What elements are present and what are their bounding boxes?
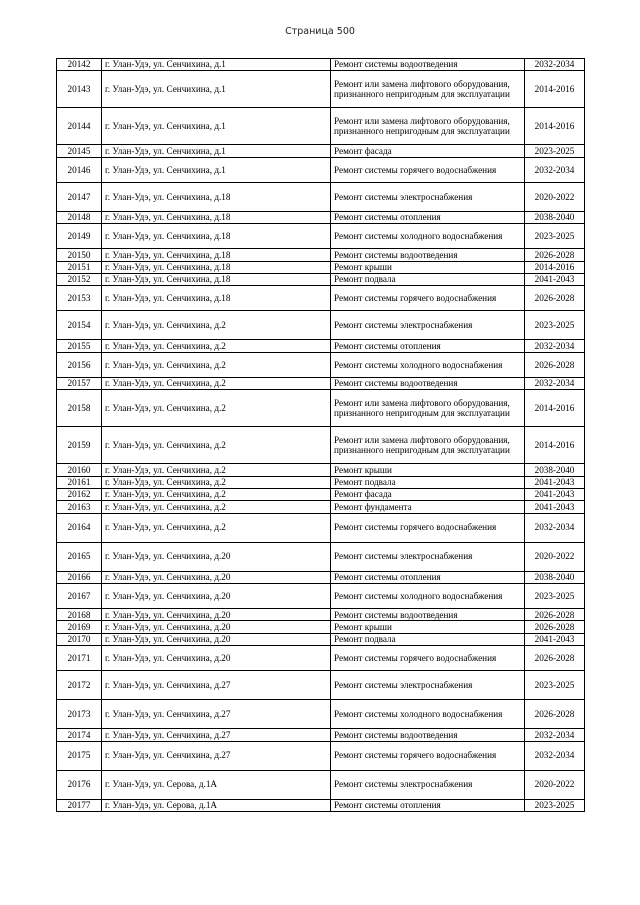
row-address: г. Улан-Удэ, ул. Сенчихина, д.2: [102, 501, 331, 513]
row-number: 20150: [57, 249, 102, 261]
row-number: 20146: [57, 157, 102, 182]
row-work-type: Ремонт крыши: [331, 261, 525, 273]
row-address: г. Улан-Удэ, ул. Сенчихина, д.2: [102, 464, 331, 476]
row-work-type: Ремонт системы горячего водоснабжения: [331, 286, 525, 311]
row-number: 20168: [57, 609, 102, 621]
row-work-type: Ремонт или замена лифтового оборудования, признанного непригодным для эксплуатации: [331, 427, 525, 464]
row-number: 20159: [57, 427, 102, 464]
row-address: г. Улан-Удэ, ул. Сенчихина, д.20: [102, 571, 331, 583]
table-row: [57, 770, 585, 799]
row-period: 2026-2028: [525, 609, 585, 621]
row-work-type: Ремонт системы холодного водоснабжения: [331, 700, 525, 729]
row-number: 20155: [57, 340, 102, 352]
row-address: г. Улан-Удэ, ул. Сенчихина, д.20: [102, 584, 331, 609]
table-row: [57, 273, 585, 285]
row-period: 2032-2034: [525, 729, 585, 741]
table-row: [57, 700, 585, 729]
row-address: г. Улан-Удэ, ул. Сенчихина, д.2: [102, 427, 331, 464]
row-work-type: Ремонт или замена лифтового оборудования, признанного непригодным для эксплуатации: [331, 71, 525, 108]
table-row: [57, 71, 585, 108]
table-row: [57, 182, 585, 211]
row-work-type: Ремонт фасада: [331, 145, 525, 157]
row-address: г. Улан-Удэ, ул. Сенчихина, д.1: [102, 71, 331, 108]
table-row: [57, 390, 585, 427]
row-address: г. Улан-Удэ, ул. Сенчихина, д.18: [102, 249, 331, 261]
row-address: г. Улан-Удэ, ул. Сенчихина, д.20: [102, 646, 331, 671]
table-row: [57, 741, 585, 770]
row-number: 20151: [57, 261, 102, 273]
row-address: г. Улан-Удэ, ул. Сенчихина, д.18: [102, 286, 331, 311]
row-period: 2032-2034: [525, 157, 585, 182]
row-work-type: Ремонт системы горячего водоснабжения: [331, 646, 525, 671]
table-row: [57, 59, 585, 71]
table-row: [57, 799, 585, 811]
row-address: г. Улан-Удэ, ул. Серова, д.1А: [102, 770, 331, 799]
page-number-label: Страница 500: [285, 26, 355, 37]
row-number: 20154: [57, 311, 102, 340]
row-address: г. Улан-Удэ, ул. Сенчихина, д.2: [102, 377, 331, 389]
row-address: г. Улан-Удэ, ул. Сенчихина, д.1: [102, 59, 331, 71]
table-row: [57, 542, 585, 571]
row-period: 2041-2043: [525, 501, 585, 513]
row-work-type: Ремонт фундамента: [331, 501, 525, 513]
row-work-type: Ремонт системы горячего водоснабжения: [331, 513, 525, 542]
row-number: 20174: [57, 729, 102, 741]
row-work-type: Ремонт системы отопления: [331, 211, 525, 223]
row-address: г. Улан-Удэ, ул. Сенчихина, д.20: [102, 633, 331, 645]
row-work-type: Ремонт системы электроснабжения: [331, 542, 525, 571]
row-address: г. Улан-Удэ, ул. Сенчихина, д.2: [102, 352, 331, 377]
row-period: 2014-2016: [525, 427, 585, 464]
table-row: [57, 286, 585, 311]
row-work-type: Ремонт системы электроснабжения: [331, 182, 525, 211]
table-row: [57, 671, 585, 700]
table-row: [57, 145, 585, 157]
row-period: 2023-2025: [525, 799, 585, 811]
table-row: [57, 501, 585, 513]
row-period: 2032-2034: [525, 741, 585, 770]
table-body: [57, 59, 585, 812]
row-number: 20169: [57, 621, 102, 633]
table-row: [57, 261, 585, 273]
row-work-type: Ремонт подвала: [331, 273, 525, 285]
row-number: 20156: [57, 352, 102, 377]
row-work-type: Ремонт системы отопления: [331, 340, 525, 352]
row-number: 20144: [57, 108, 102, 145]
table-row: [57, 584, 585, 609]
row-period: 2038-2040: [525, 464, 585, 476]
row-work-type: Ремонт подвала: [331, 476, 525, 488]
row-address: г. Улан-Удэ, ул. Сенчихина, д.2: [102, 311, 331, 340]
row-period: 2032-2034: [525, 340, 585, 352]
row-number: 20173: [57, 700, 102, 729]
row-period: 2032-2034: [525, 59, 585, 71]
row-number: 20167: [57, 584, 102, 609]
row-work-type: Ремонт или замена лифтового оборудования, признанного непригодным для эксплуатации: [331, 390, 525, 427]
row-address: г. Улан-Удэ, ул. Сенчихина, д.27: [102, 700, 331, 729]
row-period: 2026-2028: [525, 286, 585, 311]
row-number: 20158: [57, 390, 102, 427]
row-number: 20148: [57, 211, 102, 223]
row-period: 2041-2043: [525, 488, 585, 500]
table-row: [57, 488, 585, 500]
row-period: 2020-2022: [525, 770, 585, 799]
row-work-type: Ремонт подвала: [331, 633, 525, 645]
row-period: 2023-2025: [525, 671, 585, 700]
row-number: 20147: [57, 182, 102, 211]
row-address: г. Улан-Удэ, ул. Сенчихина, д.18: [102, 211, 331, 223]
row-address: г. Улан-Удэ, ул. Сенчихина, д.18: [102, 224, 331, 249]
row-address: г. Улан-Удэ, ул. Сенчихина, д.27: [102, 729, 331, 741]
row-address: г. Улан-Удэ, ул. Серова, д.1А: [102, 799, 331, 811]
table-row: [57, 476, 585, 488]
table-row: [57, 108, 585, 145]
row-address: г. Улан-Удэ, ул. Сенчихина, д.1: [102, 145, 331, 157]
row-number: 20145: [57, 145, 102, 157]
row-number: 20164: [57, 513, 102, 542]
row-period: 2041-2043: [525, 476, 585, 488]
row-number: 20142: [57, 59, 102, 71]
row-number: 20165: [57, 542, 102, 571]
row-number: 20149: [57, 224, 102, 249]
row-number: 20170: [57, 633, 102, 645]
row-work-type: Ремонт системы холодного водоснабжения: [331, 584, 525, 609]
row-address: г. Улан-Удэ, ул. Сенчихина, д.2: [102, 340, 331, 352]
table-row: [57, 377, 585, 389]
table-row: [57, 211, 585, 223]
row-work-type: Ремонт системы электроснабжения: [331, 311, 525, 340]
row-period: 2023-2025: [525, 584, 585, 609]
table-row: [57, 609, 585, 621]
row-work-type: Ремонт системы электроснабжения: [331, 671, 525, 700]
row-period: 2014-2016: [525, 71, 585, 108]
row-address: г. Улан-Удэ, ул. Сенчихина, д.27: [102, 741, 331, 770]
row-period: 2026-2028: [525, 621, 585, 633]
table-row: [57, 224, 585, 249]
row-work-type: Ремонт системы электроснабжения: [331, 770, 525, 799]
row-address: г. Улан-Удэ, ул. Сенчихина, д.18: [102, 273, 331, 285]
row-work-type: Ремонт крыши: [331, 621, 525, 633]
row-work-type: Ремонт системы горячего водоснабжения: [331, 741, 525, 770]
row-number: 20161: [57, 476, 102, 488]
row-period: 2026-2028: [525, 700, 585, 729]
table-row: [57, 513, 585, 542]
row-period: 2026-2028: [525, 352, 585, 377]
row-number: 20163: [57, 501, 102, 513]
row-work-type: Ремонт системы водоотведения: [331, 377, 525, 389]
row-number: 20157: [57, 377, 102, 389]
row-work-type: Ремонт системы холодного водоснабжения: [331, 352, 525, 377]
row-number: 20143: [57, 71, 102, 108]
row-period: 2038-2040: [525, 211, 585, 223]
row-period: 2032-2034: [525, 377, 585, 389]
row-work-type: Ремонт системы водоотведения: [331, 609, 525, 621]
row-period: 2020-2022: [525, 542, 585, 571]
row-address: г. Улан-Удэ, ул. Сенчихина, д.2: [102, 476, 331, 488]
row-address: г. Улан-Удэ, ул. Сенчихина, д.18: [102, 261, 331, 273]
row-number: 20171: [57, 646, 102, 671]
row-period: 2038-2040: [525, 571, 585, 583]
row-address: г. Улан-Удэ, ул. Сенчихина, д.18: [102, 182, 331, 211]
table-row: [57, 633, 585, 645]
row-address: г. Улан-Удэ, ул. Сенчихина, д.20: [102, 542, 331, 571]
row-work-type: Ремонт системы холодного водоснабжения: [331, 224, 525, 249]
row-number: 20175: [57, 741, 102, 770]
row-work-type: Ремонт крыши: [331, 464, 525, 476]
row-period: 2032-2034: [525, 513, 585, 542]
row-address: г. Улан-Удэ, ул. Сенчихина, д.20: [102, 609, 331, 621]
table-row: [57, 621, 585, 633]
table-row: [57, 311, 585, 340]
row-work-type: Ремонт или замена лифтового оборудования, признанного непригодным для эксплуатации: [331, 108, 525, 145]
row-period: 2014-2016: [525, 261, 585, 273]
table-row: [57, 157, 585, 182]
row-address: г. Улан-Удэ, ул. Сенчихина, д.2: [102, 390, 331, 427]
row-work-type: Ремонт системы отопления: [331, 799, 525, 811]
row-period: 2020-2022: [525, 182, 585, 211]
row-period: 2041-2043: [525, 633, 585, 645]
table-row: [57, 352, 585, 377]
row-address: г. Улан-Удэ, ул. Сенчихина, д.1: [102, 108, 331, 145]
row-number: 20160: [57, 464, 102, 476]
row-work-type: Ремонт фасада: [331, 488, 525, 500]
repair-schedule-table: [56, 58, 585, 812]
row-work-type: Ремонт системы водоотведения: [331, 729, 525, 741]
row-number: 20152: [57, 273, 102, 285]
table-row: [57, 729, 585, 741]
row-period: 2041-2043: [525, 273, 585, 285]
row-address: г. Улан-Удэ, ул. Сенчихина, д.2: [102, 488, 331, 500]
row-period: 2023-2025: [525, 145, 585, 157]
row-period: 2026-2028: [525, 646, 585, 671]
row-work-type: Ремонт системы отопления: [331, 571, 525, 583]
row-address: г. Улан-Удэ, ул. Сенчихина, д.1: [102, 157, 331, 182]
row-number: 20177: [57, 799, 102, 811]
table-row: [57, 646, 585, 671]
row-number: 20153: [57, 286, 102, 311]
row-period: 2023-2025: [525, 311, 585, 340]
table-row: [57, 249, 585, 261]
row-number: 20172: [57, 671, 102, 700]
table-row: [57, 571, 585, 583]
row-work-type: Ремонт системы водоотведения: [331, 59, 525, 71]
row-number: 20166: [57, 571, 102, 583]
row-period: 2014-2016: [525, 390, 585, 427]
row-period: 2026-2028: [525, 249, 585, 261]
table-row: [57, 464, 585, 476]
table-row: [57, 340, 585, 352]
row-address: г. Улан-Удэ, ул. Сенчихина, д.27: [102, 671, 331, 700]
row-period: 2014-2016: [525, 108, 585, 145]
row-address: г. Улан-Удэ, ул. Сенчихина, д.20: [102, 621, 331, 633]
row-number: 20176: [57, 770, 102, 799]
row-work-type: Ремонт системы горячего водоснабжения: [331, 157, 525, 182]
row-period: 2023-2025: [525, 224, 585, 249]
table-row: [57, 427, 585, 464]
row-number: 20162: [57, 488, 102, 500]
row-address: г. Улан-Удэ, ул. Сенчихина, д.2: [102, 513, 331, 542]
row-work-type: Ремонт системы водоотведения: [331, 249, 525, 261]
